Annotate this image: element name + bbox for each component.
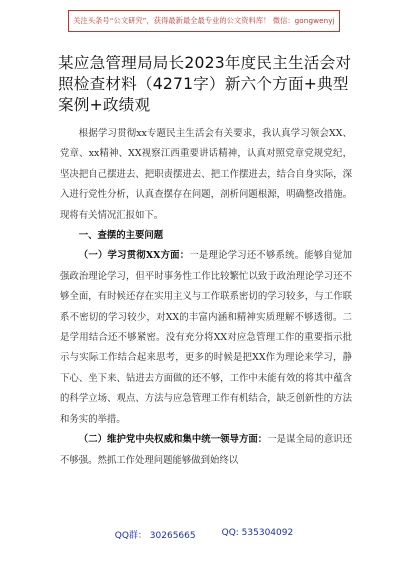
- subsection-2: [60, 430, 352, 471]
- subsection-1-text: 一是理论学习还不够系统。能够自觉加强政治理论学习，但平时事务性工作比较繁忙以致于政治理论学习还不够全面，有时候还存在实用主义与工作联系密切的学习较多，与工作联系不密切的学习较少，对XX的丰富内涵和精神实质理解不够透彻。二是学用结合还不够紧密。没有充分将XX对应急管理工作的重要指示批示与实际工作结合起来思考，更多的时候是把XX作为理论来学习，静下心、坐下来、钻进去方面做的还不够，工作中未能有效的将其中蕴含的科学立场、观点、方法与应急管理工作有机结合，缺乏创新性的方法和务实的举措。: [60, 250, 352, 425]
- footer-qq-group: QQ群： 30265665: [114, 531, 196, 541]
- promo-banner-text: 关注头条号“公文研究”，获得最新最全最专业的公文资料库！ 微信：gongwenyj: [73, 16, 335, 25]
- footer-qq: QQ: 535304092: [221, 528, 294, 538]
- document-title: 某应急管理局局长2023年度民主生活会对照检查材料（4271字）新六个方面+典型案例+政绩观: [58, 54, 352, 114]
- promo-banner: [68, 10, 340, 32]
- document-body: [60, 124, 352, 471]
- section-heading: 一、查摆的主要问题: [78, 230, 164, 242]
- intro-paragraph: 根据学习贯彻xx专题民主生活会有关要求，我认真学习领会XX、党章、xx精神、XX视察江西重要讲话精神，认真对照党章党规党纪，坚决把自己摆进去、把职责摆进去、把工作摆进去，结合自身实际，深入进行党性分析，认真查摆存在问题，剖析问题根源，明确整改措施。现将有关情况汇报如下。: [60, 128, 352, 221]
- footer-contacts: [0, 528, 408, 548]
- subsection-2-heading: （二）维护党中央权威和集中统一领导方面：: [78, 434, 268, 446]
- subsection-1: [60, 246, 352, 430]
- subsection-1-heading: （一）学习贯彻XX方面：: [78, 250, 190, 262]
- subsection-2-text: 一是谋全局的意识还不够强。然抓工作处理问题能够做到始终以: [60, 434, 352, 466]
